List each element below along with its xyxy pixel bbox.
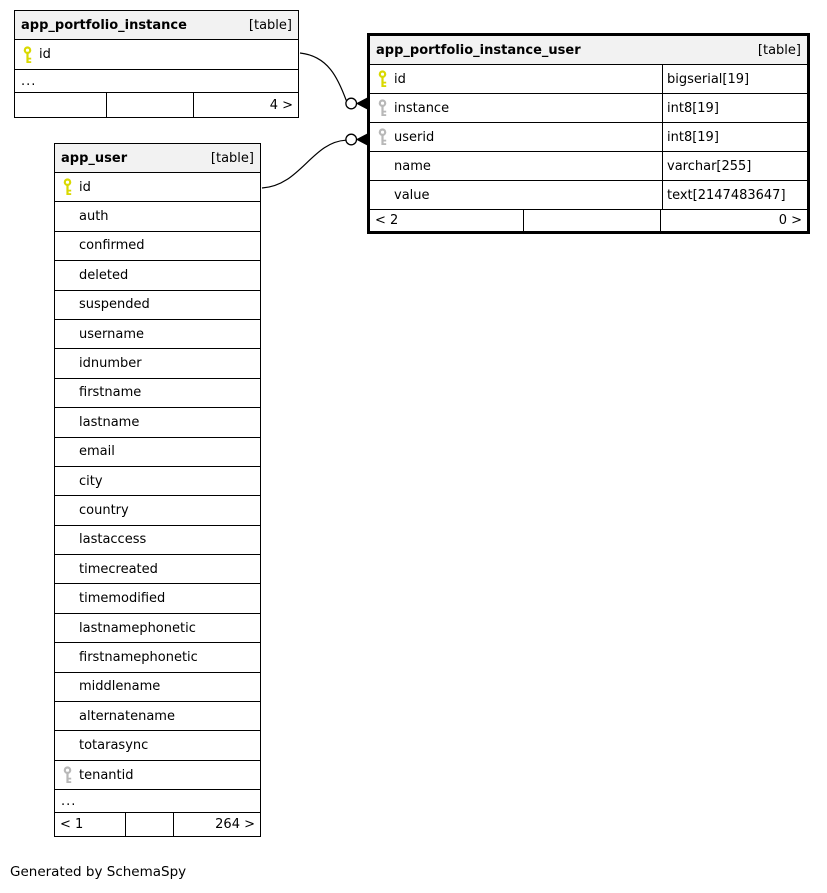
column-row-id xyxy=(55,172,260,201)
column-name: timecreated xyxy=(79,561,158,577)
table-app-user[interactable] xyxy=(54,143,261,837)
column-row-country xyxy=(55,495,260,524)
column-row-city xyxy=(55,466,260,495)
ellipsis-row: ... xyxy=(55,789,260,812)
column-name: deleted xyxy=(79,267,129,283)
column-name: userid xyxy=(394,129,435,145)
column-name: lastaccess xyxy=(79,532,147,548)
table-header[interactable] xyxy=(370,36,807,64)
column-name: country xyxy=(79,502,129,518)
column-row-lastnamephonetic xyxy=(55,613,260,642)
table-footer xyxy=(15,92,298,117)
column-row-suspended xyxy=(55,290,260,319)
footer-parents-cell: < 1 xyxy=(60,817,84,833)
column-name: id xyxy=(39,47,51,62)
column-name: confirmed xyxy=(79,238,145,254)
column-row-timemodified xyxy=(55,583,260,612)
table-header[interactable] xyxy=(15,11,298,39)
column-name: city xyxy=(79,473,103,489)
column-type: int8[19] xyxy=(662,94,807,122)
table-title[interactable]: app_portfolio_instance xyxy=(21,17,187,33)
column-type: text[2147483647] xyxy=(662,181,807,209)
column-row-deleted xyxy=(55,260,260,289)
column-name: firstname xyxy=(79,385,142,401)
zero-circle-icon xyxy=(346,134,357,145)
column-name: timemodified xyxy=(79,591,166,607)
table-title[interactable]: app_user xyxy=(61,150,128,166)
table-type-badge: [table] xyxy=(248,17,292,33)
column-name: id xyxy=(394,71,406,87)
column-row-idnumber xyxy=(55,348,260,377)
column-name: lastnamephonetic xyxy=(79,620,196,636)
table-title[interactable]: app_portfolio_instance_user xyxy=(376,42,581,58)
column-row-id xyxy=(370,64,807,93)
footer-parents-cell xyxy=(15,93,106,117)
column-row-totarasync xyxy=(55,730,260,759)
column-type: varchar[255] xyxy=(662,152,807,180)
primary-key-icon xyxy=(55,178,79,196)
footer-middle-cell xyxy=(523,210,660,231)
table-footer xyxy=(55,812,260,836)
table-type-badge: [table] xyxy=(210,150,254,166)
column-row-email xyxy=(55,437,260,466)
column-row-username xyxy=(55,319,260,348)
footer-middle-cell xyxy=(125,813,173,836)
column-row-middlename xyxy=(55,672,260,701)
primary-key-icon xyxy=(370,70,394,88)
column-row-value xyxy=(370,180,807,209)
fk-edge-userid xyxy=(262,134,369,189)
column-name: middlename xyxy=(79,679,161,695)
primary-key-icon xyxy=(15,46,39,64)
column-row-firstnamephonetic xyxy=(55,642,260,671)
column-name: idnumber xyxy=(79,356,142,372)
foreign-key-icon xyxy=(370,128,394,146)
column-row-firstname xyxy=(55,378,260,407)
column-name: email xyxy=(79,444,115,460)
column-name: tenantid xyxy=(79,767,134,783)
column-name: alternatename xyxy=(79,708,175,724)
column-name: totarasync xyxy=(79,738,149,754)
table-app-portfolio-instance-user[interactable] xyxy=(367,33,810,234)
column-name: username xyxy=(79,326,144,342)
column-name: suspended xyxy=(79,297,150,313)
footer-children-cell: 0 > xyxy=(660,210,807,231)
column-row-id xyxy=(15,39,298,69)
foreign-key-icon xyxy=(370,99,394,117)
column-row-auth xyxy=(55,201,260,230)
foreign-key-icon xyxy=(55,766,79,784)
column-name: name xyxy=(394,158,431,174)
column-name: instance xyxy=(394,100,450,116)
ellipsis-row: ... xyxy=(15,69,298,92)
column-name: firstnamephonetic xyxy=(79,649,198,665)
column-name: id xyxy=(79,179,91,195)
zero-circle-icon xyxy=(346,98,357,109)
footer-children-cell: 4 > xyxy=(193,93,298,117)
table-type-badge: [table] xyxy=(757,42,801,58)
column-row-timecreated xyxy=(55,554,260,583)
column-row-tenantid xyxy=(55,760,260,789)
footer-middle-cell xyxy=(106,93,193,117)
column-name: value xyxy=(394,187,430,203)
table-header[interactable] xyxy=(55,144,260,172)
generated-by-note: Generated by SchemaSpy xyxy=(10,864,187,880)
column-row-alternatename xyxy=(55,701,260,730)
footer-parents-cell: < 2 xyxy=(375,213,399,228)
footer-children-cell: 264 > xyxy=(173,813,260,836)
column-row-lastname xyxy=(55,407,260,436)
table-app-portfolio-instance[interactable] xyxy=(14,10,299,118)
fk-edge-instance xyxy=(300,53,369,110)
column-type: bigserial[19] xyxy=(662,65,807,93)
column-type: int8[19] xyxy=(662,123,807,151)
column-name: lastname xyxy=(79,414,140,430)
column-row-userid xyxy=(370,122,807,151)
table-footer xyxy=(370,209,807,231)
column-row-name xyxy=(370,151,807,180)
column-row-lastaccess xyxy=(55,525,260,554)
column-name: auth xyxy=(79,209,109,225)
column-row-instance xyxy=(370,93,807,122)
column-row-confirmed xyxy=(55,231,260,260)
